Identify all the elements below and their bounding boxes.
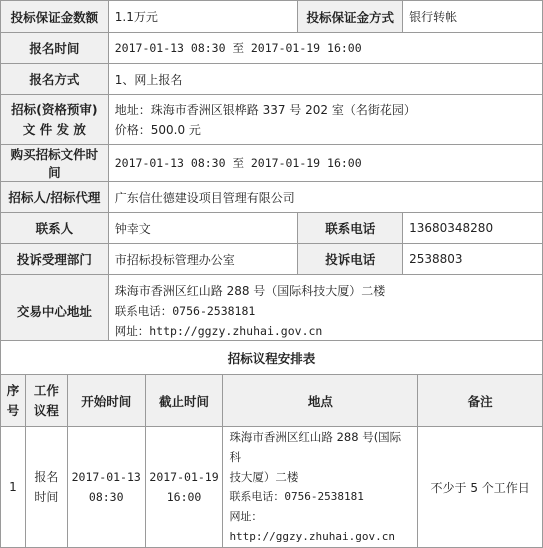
contact-phone-label: 联系电话 bbox=[298, 213, 403, 244]
row-end-time: 16:00 bbox=[166, 490, 202, 504]
document-issue-label-line1: 招标(资格预审) bbox=[11, 101, 98, 117]
contact-phone-value: 13680348280 bbox=[403, 213, 543, 244]
row-note: 不少于 5 个工作日 bbox=[418, 427, 543, 548]
purchase-time-label: 购买招标文件时间 bbox=[1, 145, 109, 182]
table-row bbox=[1, 275, 543, 347]
trading-center-value bbox=[108, 275, 542, 347]
table-row bbox=[1, 341, 543, 375]
tenderer-label: 招标人/招标代理 bbox=[1, 182, 109, 213]
table-row bbox=[1, 427, 543, 548]
deposit-amount-value: 1.1万元 bbox=[108, 1, 298, 33]
schedule-title: 招标议程安排表 bbox=[1, 341, 543, 375]
row-seq: 1 bbox=[1, 427, 26, 548]
header-seq bbox=[1, 375, 26, 427]
table-row bbox=[1, 182, 543, 213]
row-end bbox=[145, 427, 223, 548]
schedule-table bbox=[0, 340, 543, 548]
row-start-date: 2017-01-13 bbox=[71, 470, 141, 484]
complaint-dept-label: 投诉受理部门 bbox=[1, 244, 109, 275]
registration-method-label: 报名方式 bbox=[1, 64, 109, 95]
header-item bbox=[25, 375, 67, 427]
deposit-method-value: 银行转帐 bbox=[403, 1, 543, 33]
row-place-url: 网址：http://ggzy.zhuhai.gov.cn bbox=[229, 510, 396, 543]
row-item bbox=[25, 427, 67, 548]
table-row bbox=[1, 1, 543, 33]
document-issue-label bbox=[1, 95, 109, 145]
table-row bbox=[1, 64, 543, 95]
document-issue-label-line2: 文 件 发 放 bbox=[22, 121, 86, 137]
contact-person-value: 钟幸文 bbox=[108, 213, 298, 244]
trading-center-address: 珠海市香洲区红山路 288 号（国际科技大厦）二楼 bbox=[114, 283, 386, 298]
trading-center-url: 网址：http://ggzy.zhuhai.gov.cn bbox=[114, 323, 323, 338]
row-end-date: 2017-01-19 bbox=[149, 470, 219, 484]
row-start bbox=[67, 427, 145, 548]
header-place: 地点 bbox=[223, 375, 418, 427]
header-item-b: 议程 bbox=[33, 402, 59, 418]
row-item-a: 报名 bbox=[34, 470, 59, 484]
trading-center-label: 交易中心地址 bbox=[1, 275, 109, 347]
row-item-b: 时间 bbox=[34, 490, 59, 504]
tenderer-value: 广东信仕德建设项目管理有限公司 bbox=[108, 182, 542, 213]
document-address: 地址：珠海市香洲区银桦路 337 号 202 室（名街花园） bbox=[114, 102, 416, 117]
header-seq-b: 号 bbox=[6, 402, 20, 418]
registration-method-value: 1、网上报名 bbox=[108, 64, 542, 95]
header-start: 开始时间 bbox=[67, 375, 145, 427]
header-seq-a: 序 bbox=[6, 382, 20, 398]
purchase-time-value: 2017-01-13 08:30 至 2017-01-19 16:00 bbox=[108, 145, 542, 182]
registration-time-label: 报名时间 bbox=[1, 33, 109, 64]
row-place-phone: 联系电话：0756-2538181 bbox=[229, 490, 364, 503]
document-price: 价格：500.0 元 bbox=[114, 122, 201, 137]
header-note: 备注 bbox=[418, 375, 543, 427]
deposit-method-label: 投标保证金方式 bbox=[298, 1, 403, 33]
trading-center-phone: 联系电话：0756-2538181 bbox=[114, 303, 256, 318]
table-row bbox=[1, 375, 543, 427]
table-row bbox=[1, 244, 543, 275]
table-row bbox=[1, 145, 543, 182]
complaint-phone-label: 投诉电话 bbox=[298, 244, 403, 275]
document-issue-value bbox=[108, 95, 542, 145]
row-place-b: 技大厦）二楼 bbox=[229, 470, 299, 484]
contact-person-label: 联系人 bbox=[1, 213, 109, 244]
row-place-a: 珠海市香洲区红山路 288 号(国际科 bbox=[229, 430, 402, 464]
deposit-amount-label: 投标保证金数额 bbox=[1, 1, 109, 33]
row-start-time: 08:30 bbox=[88, 490, 124, 504]
table-row bbox=[1, 95, 543, 145]
row-place bbox=[223, 427, 418, 548]
complaint-dept-value: 市招标投标管理办公室 bbox=[108, 244, 298, 275]
table-row bbox=[1, 33, 543, 64]
complaint-phone-value: 2538803 bbox=[403, 244, 543, 275]
header-end: 截止时间 bbox=[145, 375, 223, 427]
registration-time-value: 2017-01-13 08:30 至 2017-01-19 16:00 bbox=[108, 33, 542, 64]
table-row bbox=[1, 213, 543, 244]
header-item-a: 工作 bbox=[33, 382, 59, 398]
